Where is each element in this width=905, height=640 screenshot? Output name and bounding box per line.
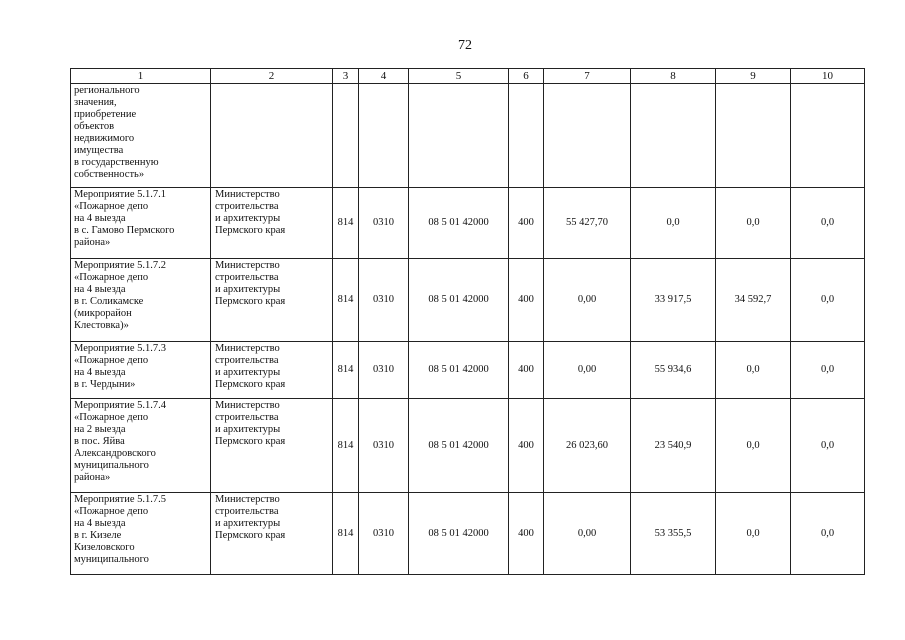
- amount-col7-cell: 0,00: [544, 342, 631, 399]
- empty-cell: [211, 84, 333, 188]
- table-row-continuation: [71, 84, 865, 188]
- column-header-2: 2: [211, 69, 333, 84]
- table-row: [71, 259, 865, 342]
- expense-type-cell: 400: [509, 342, 544, 399]
- column-header-7: 7: [544, 69, 631, 84]
- expense-type-cell: 400: [509, 493, 544, 575]
- amount-col10-cell: 0,0: [791, 259, 865, 342]
- section-code-cell: 0310: [359, 259, 409, 342]
- empty-cell: [631, 84, 716, 188]
- amount-col8-cell: 55 934,6: [631, 342, 716, 399]
- section-code-cell: 0310: [359, 342, 409, 399]
- measure-name-cell: Мероприятие 5.1.7.1 «Пожарное депо на 4 выезда в с. Гамово Пермского района»: [71, 188, 211, 259]
- ministry-code-cell: 814: [333, 259, 359, 342]
- empty-cell: [716, 84, 791, 188]
- column-header-9: 9: [716, 69, 791, 84]
- empty-cell: [333, 84, 359, 188]
- table-row: [71, 342, 865, 399]
- amount-col8-cell: 53 355,5: [631, 493, 716, 575]
- section-code-cell: 0310: [359, 188, 409, 259]
- executor-cell: Министерство строительства и архитектуры Пермского края: [211, 342, 333, 399]
- empty-cell: [359, 84, 409, 188]
- target-article-cell: 08 5 01 42000: [409, 259, 509, 342]
- amount-col7-cell: 55 427,70: [544, 188, 631, 259]
- empty-cell: [409, 84, 509, 188]
- section-code-cell: 0310: [359, 493, 409, 575]
- ministry-code-cell: 814: [333, 493, 359, 575]
- program-measures-table: [70, 68, 865, 575]
- column-header-5: 5: [409, 69, 509, 84]
- executor-cell: Министерство строительства и архитектуры Пермского края: [211, 259, 333, 342]
- header-row: [71, 69, 865, 84]
- expense-type-cell: 400: [509, 188, 544, 259]
- column-header-10: 10: [791, 69, 865, 84]
- table-row: [71, 188, 865, 259]
- measure-name-cell: Мероприятие 5.1.7.2 «Пожарное депо на 4 выезда в г. Соликамске (микрорайон Клестовка)»: [71, 259, 211, 342]
- amount-col7-cell: 0,00: [544, 493, 631, 575]
- expense-type-cell: 400: [509, 259, 544, 342]
- amount-col8-cell: 33 917,5: [631, 259, 716, 342]
- ministry-code-cell: 814: [333, 342, 359, 399]
- measure-name-cell: Мероприятие 5.1.7.5 «Пожарное депо на 4 выезда в г. Кизеле Кизеловского муниципального: [71, 493, 211, 575]
- amount-col10-cell: 0,0: [791, 342, 865, 399]
- measure-name-cell: Мероприятие 5.1.7.4 «Пожарное депо на 2 выезда в пос. Яйва Александровского муниципального района»: [71, 399, 211, 493]
- table-row: [71, 399, 865, 493]
- amount-col7-cell: 0,00: [544, 259, 631, 342]
- table-row: [71, 493, 865, 575]
- amount-col10-cell: 0,0: [791, 399, 865, 493]
- target-article-cell: 08 5 01 42000: [409, 493, 509, 575]
- executor-cell: Министерство строительства и архитектуры Пермского края: [211, 493, 333, 575]
- measure-name-cell: Мероприятие 5.1.7.3 «Пожарное депо на 4 выезда в г. Чердыни»: [71, 342, 211, 399]
- amount-col9-cell: 0,0: [716, 493, 791, 575]
- amount-col7-cell: 26 023,60: [544, 399, 631, 493]
- ministry-code-cell: 814: [333, 399, 359, 493]
- expense-type-cell: 400: [509, 399, 544, 493]
- column-header-1: 1: [71, 69, 211, 84]
- amount-col9-cell: 0,0: [716, 342, 791, 399]
- empty-cell: [791, 84, 865, 188]
- target-article-cell: 08 5 01 42000: [409, 188, 509, 259]
- amount-col9-cell: 0,0: [716, 188, 791, 259]
- amount-col8-cell: 0,0: [631, 188, 716, 259]
- page-number: 72: [458, 38, 472, 53]
- amount-col9-cell: 34 592,7: [716, 259, 791, 342]
- executor-cell: Министерство строительства и архитектуры Пермского края: [211, 399, 333, 493]
- empty-cell: [544, 84, 631, 188]
- section-code-cell: 0310: [359, 399, 409, 493]
- amount-col8-cell: 23 540,9: [631, 399, 716, 493]
- amount-col10-cell: 0,0: [791, 493, 865, 575]
- amount-col9-cell: 0,0: [716, 399, 791, 493]
- executor-cell: Министерство строительства и архитектуры Пермского края: [211, 188, 333, 259]
- target-article-cell: 08 5 01 42000: [409, 342, 509, 399]
- column-header-3: 3: [333, 69, 359, 84]
- column-header-6: 6: [509, 69, 544, 84]
- measure-name-cell: регионального значения, приобретение объектов недвижимого имущества в государственную собственность»: [71, 84, 211, 188]
- empty-cell: [509, 84, 544, 188]
- column-header-4: 4: [359, 69, 409, 84]
- ministry-code-cell: 814: [333, 188, 359, 259]
- column-header-8: 8: [631, 69, 716, 84]
- target-article-cell: 08 5 01 42000: [409, 399, 509, 493]
- amount-col10-cell: 0,0: [791, 188, 865, 259]
